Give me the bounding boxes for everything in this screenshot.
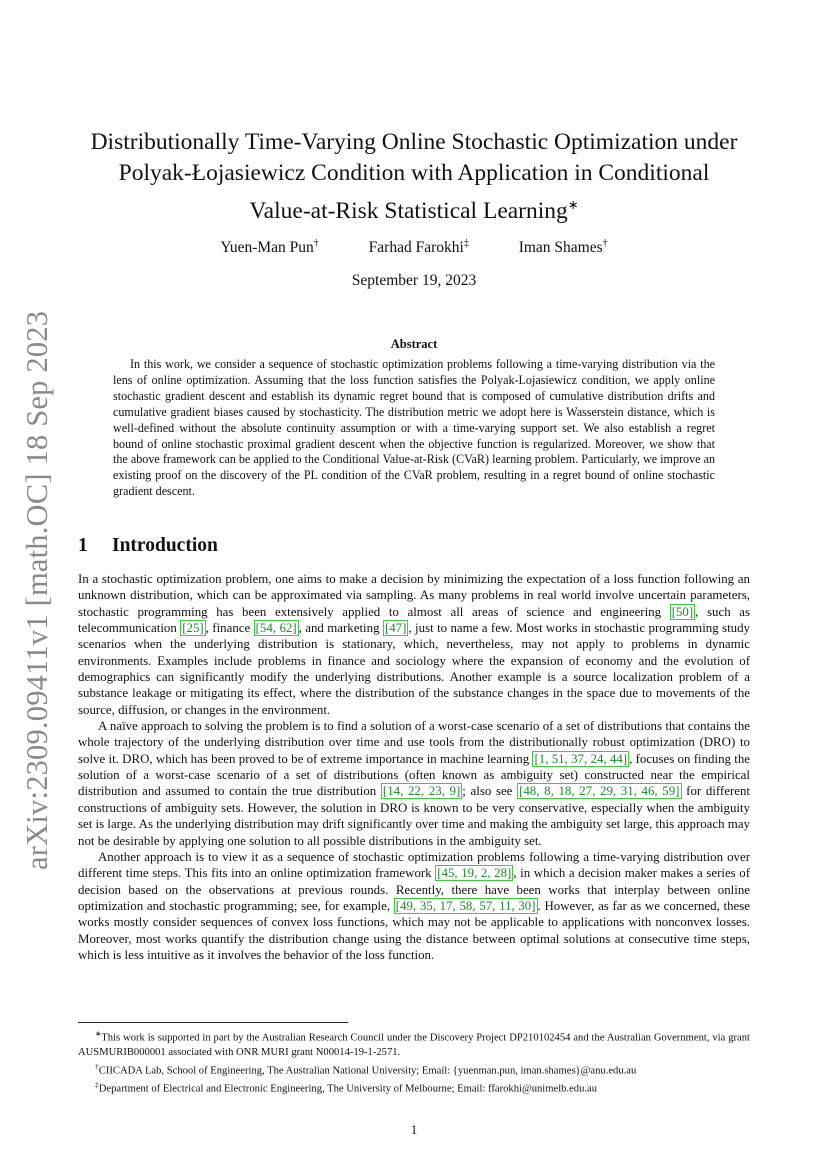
author-list	[0, 238, 828, 257]
footnote	[78, 1027, 750, 1060]
citation-link[interactable]: [14, 22, 23, 9]	[382, 784, 461, 799]
citation-link[interactable]: [49, 35, 17, 58, 57, 11, 30]	[395, 898, 536, 913]
paragraph	[78, 849, 750, 963]
paper-title	[70, 127, 758, 227]
author-name: Yuen-Man Pun	[220, 239, 314, 257]
paragraph-text: , in which a decision maker makes a series of decision based on the observations at previous rounds. Recently, there have been works that interplay between online optimization and stochastic programming; see, for example,	[78, 866, 751, 913]
publication-date: September 19, 2023	[351, 272, 477, 289]
abstract-text: In this work, we consider a sequence of stochastic optimization problems following a time-varying distribution via the lens of online optimization. Assuming that the loss function satisfies the Polyak-Lojasiewicz condition, we apply online stochastic gradient descent and establish its dynamic regret bound that is composed of cumulative distribution drifts and cumulative gradient biases caused by stochasticity. The distribution metric we adopt here is Wasserstein distance, which is well-defined without the absolute continuity assumption or with a time-varying support set. We also establish a regret bound of online stochastic proximal gradient descent when the objective function is regularized. Moreover, we show that the above framework can be applied to the Conditional Value-at-Risk (CVaR) learning problem. Particularly, we improve an existing proof on the discovery of the PL condition of the CVaR problem, resulting in a regret bound of online stochastic gradient descent.	[113, 357, 715, 499]
citation-link[interactable]: [45, 19, 2, 28]	[437, 866, 512, 881]
title-line-3: Value-at-Risk Statistical Learning	[249, 197, 568, 224]
footnote-mark: ∗	[95, 1029, 102, 1038]
paragraph-text: In a stochastic optimization problem, one aims to make a decision by minimizing the expectation of a loss function following an unknown distribution, which can be approximated via sampling. As many problems in real world involve uncertain parameters, stochastic programming has been extensively applied to almost all areas of science and engineering	[78, 572, 750, 619]
abstract-heading: Abstract	[390, 337, 438, 351]
author-name: Farhad Farokhi	[368, 239, 464, 257]
author-affiliation-mark[interactable]: †	[313, 238, 319, 249]
author	[369, 238, 469, 257]
footnote-divider	[78, 1022, 348, 1023]
paragraph-text: for different constructions of ambiguity sets. However, the solution in DRO is known to be very conservative, especially when the ambiguity set is large. As the underlying distribution may drift significantly over time and making the ambiguity set large, this approach may not be desirable by applying one solution to all possible distributions in the ambiguity set.	[78, 784, 750, 848]
body-text	[78, 571, 750, 963]
paragraph-text: Another approach is to view it as a sequence of stochastic optimization problems following a time-varying distribution over different time steps. This fits into an online optimization framework	[78, 849, 750, 881]
section-title: Introduction	[112, 535, 218, 556]
footnote-text: CIICADA Lab, School of Engineering, The Australian National University; Email: {yuenman.pun, iman.shames}@anu.edu.au	[98, 1065, 637, 1077]
paragraph-text: , focuses on finding the solution of a worst-case scenario of a set of distributions (often known as ambiguity set) constructed near the empirical distribution and assumed to contain the true distribution	[78, 751, 750, 799]
paragraph-text: , finance	[205, 621, 254, 636]
author-name: Iman Shames	[518, 239, 603, 257]
title-line-1: Distributionally Time-Varying Online Stochastic Optimization under	[90, 129, 738, 155]
author	[220, 238, 318, 257]
footnote-text: Department of Electrical and Electronic Engineering, The University of Melbourne; Email: ffarokhi@unimelb.edu.au	[98, 1083, 598, 1095]
title-footnote-mark[interactable]: ∗	[567, 197, 579, 212]
paragraph-text: . However, as far as we concerned, these works mostly consider sequences of convex loss functions, which may not be applicable to applications with nonconvex losses. Moreover, most works quantify the distribution change using the distance between optimal solutions at consecutive time steps, which is less intuitive as it involves the behavior of the loss function.	[78, 898, 750, 962]
paragraph-text: , just to name a few. Most works in stochastic programming study scenarios when the underlying distribution is stationary, which, nevertheless, may not apply to problems in dynamic environments. Examples include problems in finance and sociology where the expansion of economy and the evolution of demographics can significantly modify the underlying distributions. Another example is a source localization problem of a substance leakage or mitigating its effect, where the distribution of the substance changes in the space due to movements of the source, diffusion, or changes in the environment.	[78, 621, 750, 717]
footnote-mark: ‡	[95, 1080, 99, 1090]
paragraph-text: , and marketing	[298, 621, 383, 636]
citation-link[interactable]: [50]	[671, 604, 694, 619]
citation-link[interactable]: [47]	[384, 621, 407, 636]
page-number: 1	[410, 1122, 418, 1137]
footnote	[78, 1060, 750, 1079]
paragraph-text: A naïve approach to solving the problem is to find a solution of a worst-case scenario of a set of distributions that contains the whole trajectory of the underlying distribution over time and use tools from the distributionally robust optimization (DRO) to solve it. DRO, which has been proved to be of extreme importance in machine learning	[78, 719, 750, 766]
title-line-2: Polyak-Łojasiewicz Condition with Application in Conditional	[118, 160, 710, 186]
paragraph	[78, 571, 750, 718]
citation-link[interactable]: [54, 62]	[255, 621, 297, 636]
footnote	[78, 1078, 750, 1097]
arxiv-identifier-stamp: arXiv:2309.09411v1 [math.OC] 18 Sep 2023	[20, 310, 54, 870]
footnote-text: This work is supported in part by the Australian Research Council under the Discovery Project DP210102454 and the Australian Government, via grant AUSMURIB000001 associated with ONR MURI grant N00014-19-1-2571.	[78, 1032, 750, 1058]
paragraph-text: , such as telecommunication	[78, 604, 750, 636]
author-affiliation-mark[interactable]: ‡	[463, 238, 469, 249]
section-heading	[78, 535, 218, 557]
citation-link[interactable]: [48, 8, 18, 27, 29, 31, 46, 59]	[519, 784, 680, 799]
author	[519, 238, 608, 257]
footnote-mark: †	[95, 1061, 99, 1071]
citation-link[interactable]: [1, 51, 37, 24, 44]	[534, 751, 628, 766]
citation-link[interactable]: [25]	[182, 621, 204, 636]
section-number: 1	[78, 535, 88, 556]
footnotes	[78, 1022, 750, 1097]
paragraph-text: ; also see	[462, 784, 518, 799]
paragraph	[78, 718, 750, 849]
author-affiliation-mark[interactable]: †	[602, 238, 608, 249]
